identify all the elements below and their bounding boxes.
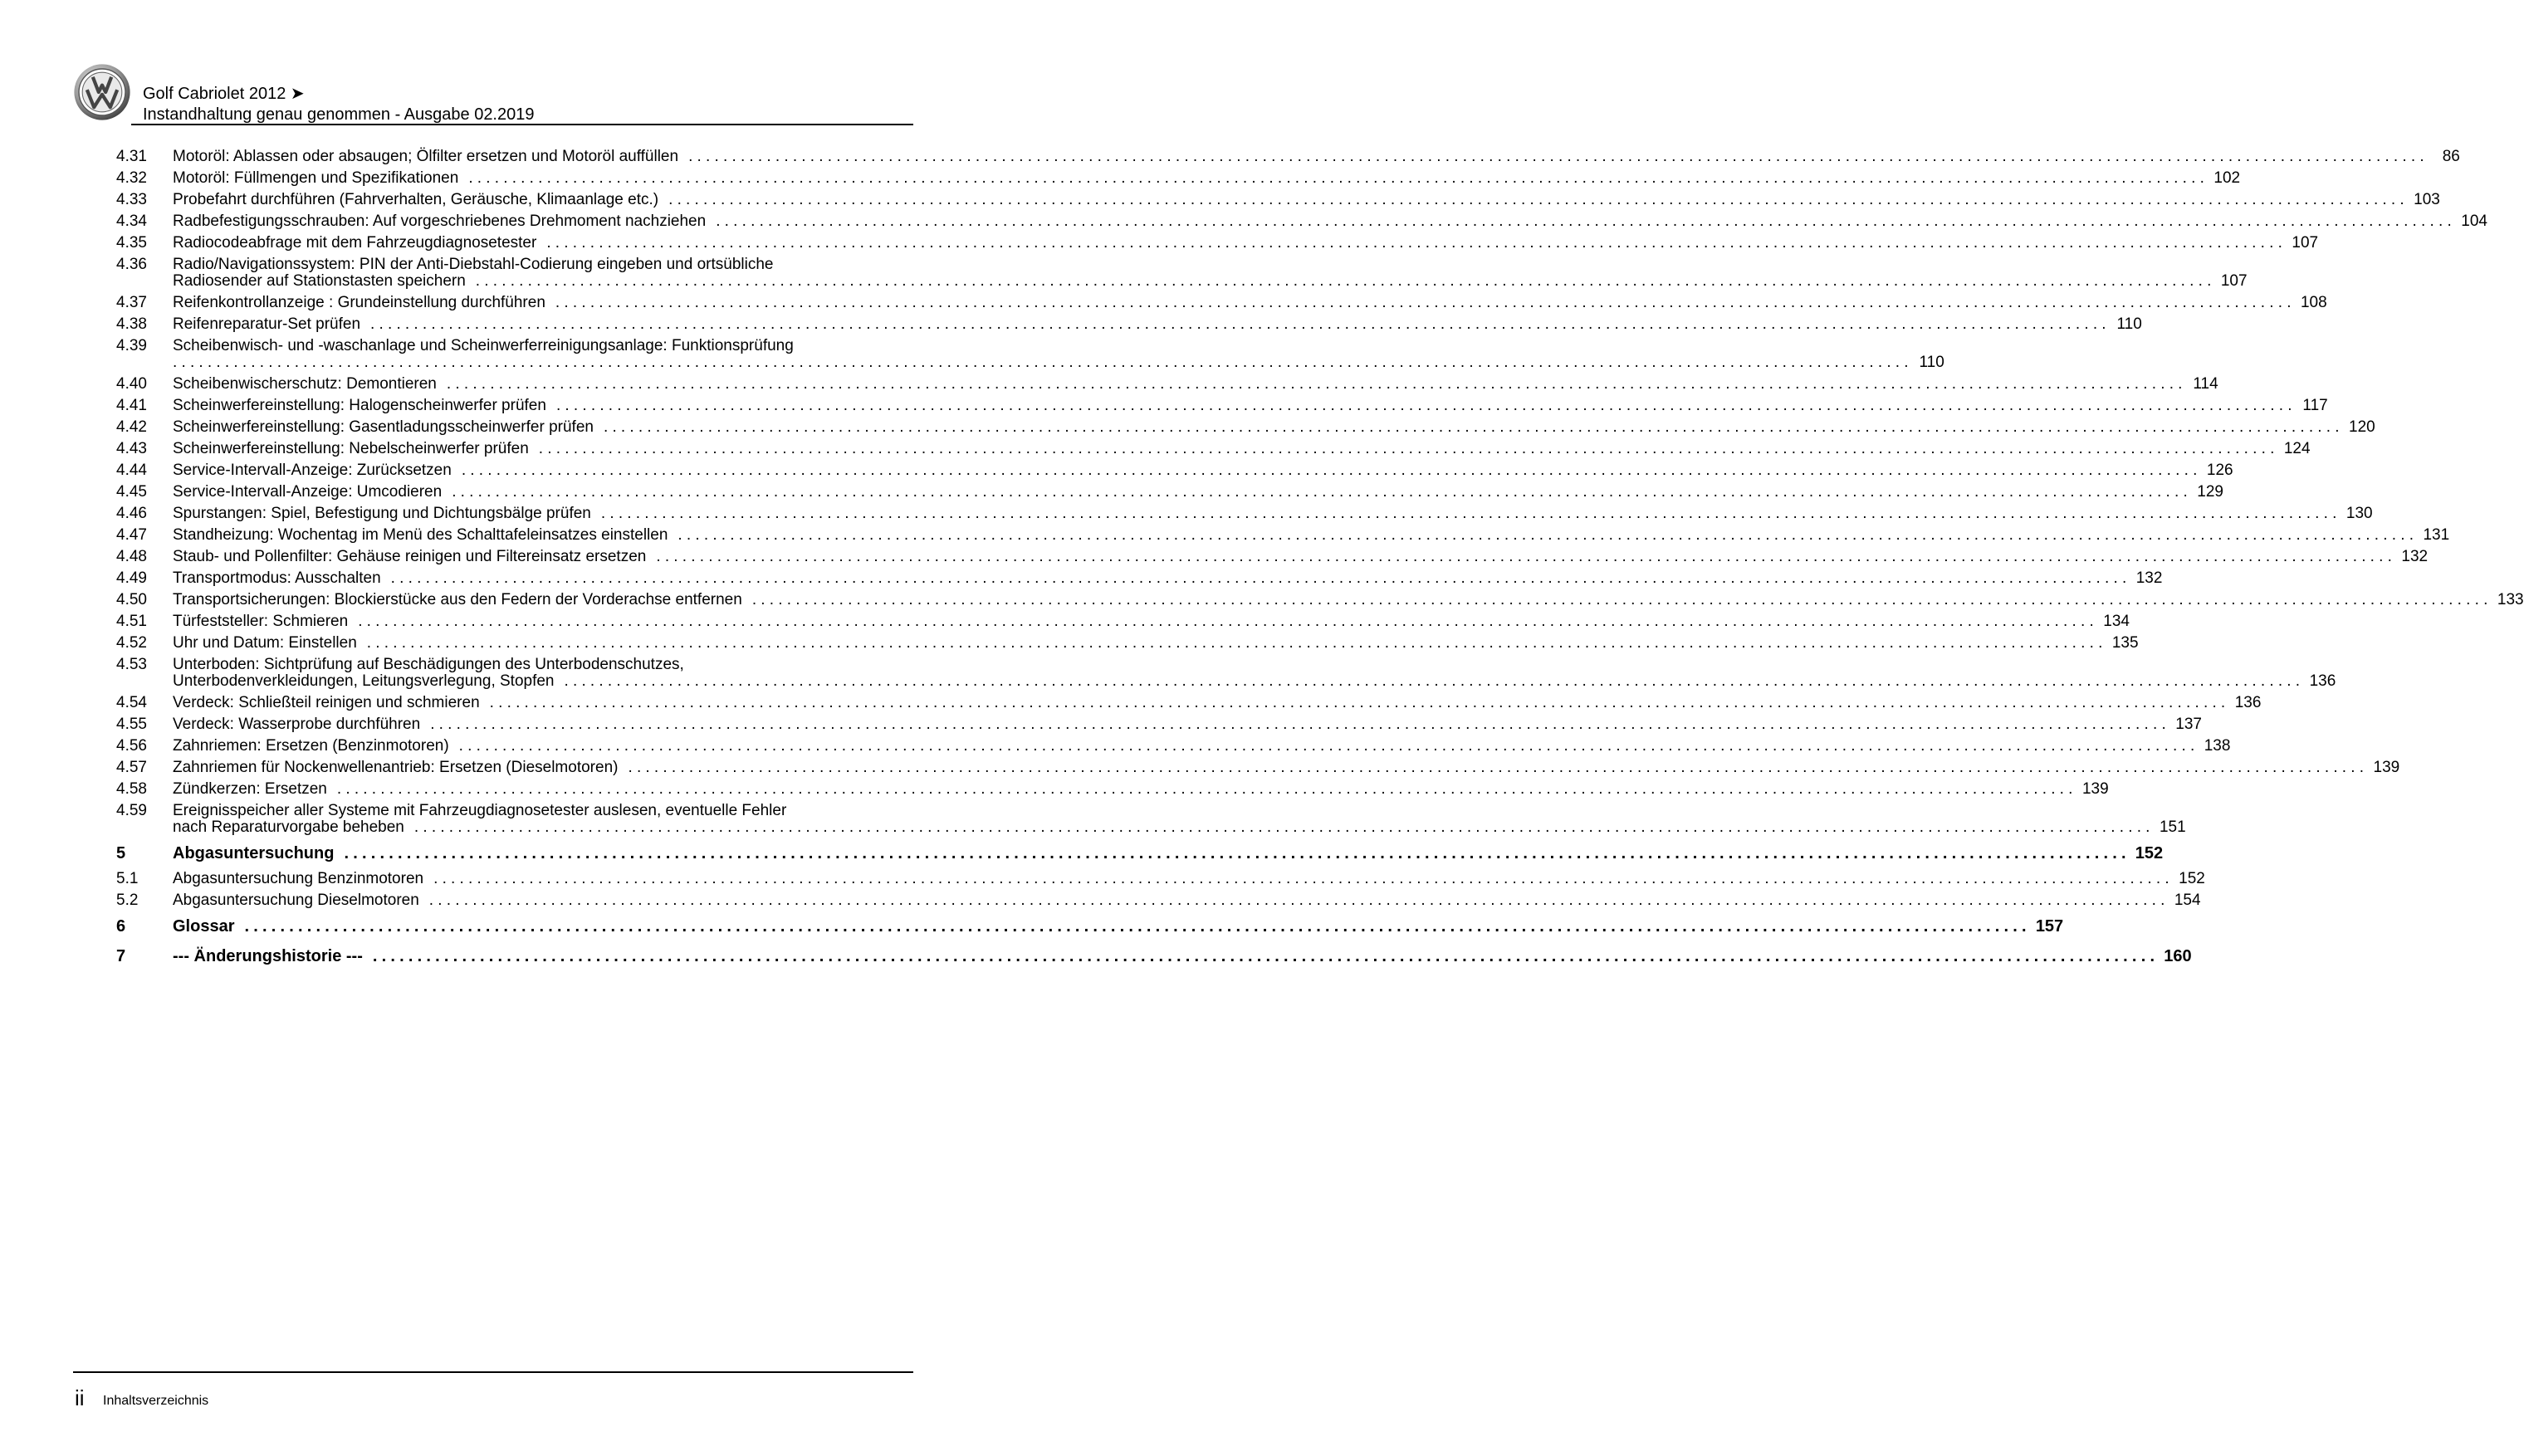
toc-entry-line — [173, 916, 2064, 937]
toc-dot-leader: ........................................................................................................................................................................................................ — [372, 947, 2160, 965]
toc-dot-leader: ........................................................................................................................................................................................................ — [433, 870, 2174, 887]
toc-entry-title: Service-Intervall-Anzeige: Umcodieren — [173, 483, 443, 501]
toc-entry-title-line1: Ereignisspeicher aller Systeme mit Fahrzeugdiagnosetester auslesen, eventuelle Fehler — [173, 802, 787, 819]
toc-entry-line — [173, 890, 2201, 911]
toc-entry-number: 4.48 — [116, 548, 147, 565]
toc-entry-page: 107 — [2292, 234, 2319, 252]
toc-entry-number: 5.1 — [116, 870, 139, 887]
toc-entry-title: Probefahrt durchführen (Fahrverhalten, Geräusche, Klimaanlage etc.) — [173, 191, 659, 208]
toc-entry-line — [173, 352, 1944, 374]
toc-entry-title: Uhr und Datum: Einstellen — [173, 634, 357, 652]
toc-entry-number: 5.2 — [116, 892, 139, 909]
toc-dot-leader: ........................................................................................................................................................................................................ — [446, 375, 2187, 393]
toc-entry-line — [173, 817, 2186, 838]
toc-entry-number: 4.57 — [116, 759, 147, 776]
toc-entry-page: 152 — [2179, 870, 2205, 887]
toc-entry-line — [173, 633, 2139, 654]
toc-entry-line — [173, 417, 2375, 438]
toc-dot-leader: ........................................................................................................................................................................................................ — [716, 213, 2456, 230]
toc-entry-line — [173, 714, 2202, 735]
toc-entry-title: Radiocodeabfrage mit dem Fahrzeugdiagnosetester — [173, 234, 537, 252]
toc-entry-number: 4.43 — [116, 440, 147, 457]
toc-entry-title: Radiosender auf Stationstasten speichern — [173, 272, 466, 290]
toc-entry-line — [173, 314, 2142, 335]
toc-entry-page: 126 — [2206, 462, 2233, 479]
toc-entry-title: Unterbodenverkleidungen, Leitungsverlegung, Stopfen — [173, 672, 555, 690]
toc-dot-leader: ........................................................................................................................................................................................................ — [688, 148, 2429, 165]
toc-entry-page: 135 — [2111, 634, 2139, 652]
toc-entry-line — [173, 271, 2248, 292]
toc-entry-number: 7 — [116, 947, 126, 965]
toc-entry-number: 4.31 — [116, 148, 147, 165]
toc-entry-title: Motoröl: Füllmengen und Spezifikationen — [173, 169, 459, 187]
toc-entry-number: 6 — [116, 917, 126, 936]
toc-entry-number: 4.33 — [116, 191, 147, 208]
toc-entry-number: 4.56 — [116, 737, 147, 755]
toc-entry-title: Radbefestigungsschrauben: Auf vorgeschriebenes Drehmoment nachziehen — [173, 213, 707, 230]
toc-entry-number: 4.59 — [116, 802, 147, 819]
toc-dot-leader: ........................................................................................................................................................................................................ — [458, 737, 2199, 755]
toc-entry-title: Transportsicherungen: Blockierstücke aus den Federn der Vorderachse entfernen — [173, 591, 742, 608]
toc-entry-line — [173, 671, 2336, 692]
toc-entry-title: Türfeststeller: Schmieren — [173, 613, 349, 630]
vw-logo-icon — [73, 63, 131, 121]
toc-dot-leader: ........................................................................................................................................................................................................ — [358, 613, 2098, 630]
toc-entry-number: 4.50 — [116, 591, 147, 608]
toc-dot-leader: ........................................................................................................................................................................................................ — [344, 844, 2130, 862]
toc-entry-page: 134 — [2103, 613, 2130, 630]
toc-entry-number: 4.51 — [116, 613, 147, 630]
toc-entry-title: nach Reparaturvorgabe beheben — [173, 818, 404, 836]
toc-entry-number: 4.45 — [116, 483, 147, 501]
toc-entry-title: --- Änderungshistorie --- — [173, 947, 363, 965]
toc-dot-leader: ........................................................................................................................................................................................................ — [461, 462, 2202, 479]
toc-entry-title-line1: Unterboden: Sichtprüfung auf Beschädigungen des Unterbodenschutzes, — [173, 656, 684, 673]
toc-entry-number: 4.38 — [116, 315, 147, 333]
toc-entry-title: Abgasuntersuchung Benzinmotoren — [173, 870, 424, 887]
toc-entry-line — [173, 395, 2328, 417]
toc-dot-leader: ........................................................................................................................................................................................................ — [538, 440, 2279, 457]
document-title: Golf Cabriolet 2012 ➤ — [143, 85, 305, 103]
toc-entry-title: Verdeck: Schließteil reinigen und schmieren — [173, 694, 480, 711]
toc-entry-title: Reifenkontrollanzeige : Grundeinstellung durchführen — [173, 294, 545, 311]
toc-dot-leader: ........................................................................................................................................................................................................ — [628, 759, 2369, 776]
toc-entry-title: Scheinwerfereinstellung: Halogenscheinwerfer prüfen — [173, 397, 546, 414]
toc-entry-number: 4.32 — [116, 169, 147, 187]
toc-entry-line — [173, 503, 2373, 525]
toc-dot-leader: ........................................................................................................................................................................................................ — [390, 569, 2131, 587]
toc-dot-leader: ........................................................................................................................................................................................................ — [452, 483, 2192, 501]
toc-entry-page: 86 — [2442, 148, 2460, 165]
toc-entry-line — [173, 374, 2218, 395]
toc-entry-line — [173, 292, 2327, 314]
toc-entry-line — [173, 460, 2233, 481]
toc-entry-title: Motoröl: Ablassen oder absaugen; Ölfilter ersetzen und Motoröl auffüllen — [173, 148, 679, 165]
footer-page-number: ii — [75, 1385, 85, 1410]
toc-dot-leader: ........................................................................................................................................................................................................ — [656, 548, 2397, 565]
toc-entry-page: 132 — [2135, 569, 2163, 587]
toc-entry-title: Abgasuntersuchung Dieselmotoren — [173, 892, 419, 909]
toc-entry-line — [173, 189, 2440, 211]
toc-entry-line — [173, 438, 2311, 460]
toc-dot-leader: ........................................................................................................................................................................................................ — [546, 234, 2287, 252]
toc-dot-leader: ........................................................................................................................................................................................................ — [751, 591, 2492, 608]
toc-entry-number: 4.37 — [116, 294, 147, 311]
toc-entry-title: Glossar — [173, 917, 235, 936]
toc-entry-line — [173, 481, 2223, 503]
toc-entry-number: 4.54 — [116, 694, 147, 711]
toc-entry-number: 4.44 — [116, 462, 147, 479]
toc-entry-line — [173, 843, 2164, 864]
toc-dot-leader: ........................................................................................................................................................................................................ — [555, 397, 2297, 414]
footer-section-label: Inhaltsverzeichnis — [103, 1394, 209, 1408]
toc-entry-page: 108 — [2300, 294, 2327, 311]
toc-entry-title: Transportmodus: Ausschalten — [173, 569, 381, 587]
toc-entry-number: 4.42 — [116, 418, 147, 436]
toc-dot-leader: ........................................................................................................................................................................................................ — [173, 354, 1913, 371]
toc-entry-number: 4.58 — [116, 780, 147, 798]
toc-entry-line — [173, 168, 2241, 189]
toc-entry-number: 4.40 — [116, 375, 147, 393]
toc-entry-page: 102 — [2213, 169, 2241, 187]
toc-dot-leader: ........................................................................................................................................................................................................ — [428, 892, 2169, 909]
toc-entry-page: 130 — [2345, 505, 2373, 522]
toc-entry-page: 138 — [2204, 737, 2231, 755]
toc-entry-number: 4.36 — [116, 256, 147, 273]
toc-entry-number: 4.39 — [116, 337, 147, 354]
toc-entry-page: 136 — [2234, 694, 2262, 711]
toc-entry-title: Standheizung: Wochentag im Menü des Schalttafeleinsatzes einstellen — [173, 526, 668, 544]
toc-entry-page: 131 — [2423, 526, 2450, 544]
toc-dot-leader: ........................................................................................................................................................................................................ — [366, 634, 2107, 652]
toc-entry-title-line1: Radio/Navigationssystem: PIN der Anti-Diebstahl-Codierung eingeben und ortsübliche — [173, 256, 774, 273]
toc-entry-line — [173, 735, 2231, 757]
toc-entry-page: 104 — [2461, 213, 2487, 230]
toc-entry-title: Scheinwerfereinstellung: Nebelscheinwerfer prüfen — [173, 440, 529, 457]
toc-entry-page: 114 — [2193, 375, 2218, 393]
toc-entry-page: 120 — [2349, 418, 2375, 436]
toc-entry-number: 4.49 — [116, 569, 147, 587]
toc-entry-line — [173, 568, 2163, 589]
toc-dot-leader: ........................................................................................................................................................................................................ — [370, 315, 2111, 333]
toc-dot-leader: ........................................................................................................................................................................................................ — [564, 672, 2305, 690]
toc-entry-line — [173, 945, 2192, 967]
toc-entry-title: Zahnriemen: Ersetzen (Benzinmotoren) — [173, 737, 449, 755]
toc-entry-line — [173, 232, 2319, 254]
toc-entry-page: 103 — [2414, 191, 2440, 208]
toc-entry-title: Scheinwerfereinstellung: Gasentladungsscheinwerfer prüfen — [173, 418, 594, 436]
toc-entry-page: 117 — [2302, 397, 2328, 414]
toc-entry-number: 4.35 — [116, 234, 147, 252]
toc-entry-number: 4.52 — [116, 634, 147, 652]
toc-dot-leader: ........................................................................................................................................................................................................ — [430, 716, 2170, 733]
toc-entry-line — [173, 692, 2262, 714]
toc-entry-title: Zahnriemen für Nockenwellenantrieb: Ersetzen (Dieselmotoren) — [173, 759, 619, 776]
toc-entry-line — [173, 868, 2205, 890]
toc-entry-page: 107 — [2220, 272, 2248, 290]
toc-entry-number: 4.46 — [116, 505, 147, 522]
toc-entry-line — [173, 589, 2524, 611]
toc-entry-page: 157 — [2035, 917, 2064, 936]
toc-entry-page: 154 — [2174, 892, 2201, 909]
toc-entry-title: Service-Intervall-Anzeige: Zurücksetzen — [173, 462, 452, 479]
toc-entry-line — [173, 611, 2130, 633]
toc-entry-page: 110 — [1919, 354, 1944, 371]
toc-dot-leader: ........................................................................................................................................................................................................ — [413, 818, 2155, 836]
toc-entry-page: 152 — [2135, 844, 2164, 862]
toc-entry-number: 4.55 — [116, 716, 147, 733]
toc-entry-title: Verdeck: Wasserprobe durchführen — [173, 716, 421, 733]
document-subtitle: Instandhaltung genau genommen - Ausgabe 02.2019 — [143, 105, 535, 124]
toc-entry-page: 136 — [2309, 672, 2336, 690]
toc-dot-leader: ........................................................................................................................................................................................................ — [555, 294, 2296, 311]
toc-entry-page: 139 — [2081, 780, 2109, 798]
toc-entry-line — [173, 546, 2429, 568]
toc-entry-number: 4.47 — [116, 526, 147, 544]
toc-entry-title: Staub- und Pollenfilter: Gehäuse reinigen und Filtereinsatz ersetzen — [173, 548, 647, 565]
toc-entry-title: Abgasuntersuchung — [173, 844, 335, 862]
toc-entry-title: Spurstangen: Spiel, Befestigung und Dichtungsbälge prüfen — [173, 505, 591, 522]
toc-entry-number: 5 — [116, 844, 126, 862]
toc-dot-leader: ........................................................................................................................................................................................................ — [603, 418, 2344, 436]
toc-dot-leader: ........................................................................................................................................................................................................ — [489, 694, 2230, 711]
toc-dot-leader: ........................................................................................................................................................................................................ — [468, 169, 2209, 187]
toc-entry-page: 124 — [2283, 440, 2311, 457]
toc-entry-page: 160 — [2164, 947, 2192, 965]
page-header — [0, 0, 1030, 133]
toc-dot-leader: ........................................................................................................................................................................................................ — [677, 526, 2419, 544]
toc-entry-title-line1: Scheibenwisch- und -waschanlage und Scheinwerferreinigungsanlage: Funktionsprüfung — [173, 337, 794, 354]
toc-entry-page: 139 — [2373, 759, 2400, 776]
toc-entry-page: 133 — [2497, 591, 2524, 608]
toc-entry-page: 110 — [2116, 315, 2142, 333]
toc-dot-leader: ........................................................................................................................................................................................................ — [244, 917, 2031, 936]
toc-entry-number: 4.53 — [116, 656, 147, 673]
toc-entry-line — [173, 779, 2109, 800]
toc-entry-page: 137 — [2175, 716, 2202, 733]
toc-dot-leader: ........................................................................................................................................................................................................ — [475, 272, 2216, 290]
toc-entry-page: 151 — [2159, 818, 2186, 836]
toc-entry-line — [173, 146, 2460, 168]
toc-dot-leader: ........................................................................................................................................................................................................ — [336, 780, 2077, 798]
toc-entry-title: Reifenreparatur-Set prüfen — [173, 315, 361, 333]
header-divider — [131, 124, 913, 125]
toc-entry-line — [173, 757, 2400, 779]
toc-entry-page: 129 — [2197, 483, 2223, 501]
toc-entry-title: Scheibenwischerschutz: Demontieren — [173, 375, 437, 393]
toc-entry-title: Zündkerzen: Ersetzen — [173, 780, 327, 798]
toc-entry-number: 4.41 — [116, 397, 147, 414]
toc-dot-leader: ........................................................................................................................................................................................................ — [600, 505, 2341, 522]
toc-entry-number: 4.34 — [116, 213, 147, 230]
footer-divider — [73, 1371, 913, 1373]
toc-entry-line — [173, 211, 2487, 232]
toc-entry-page: 132 — [2401, 548, 2429, 565]
toc-entry-line — [173, 525, 2450, 546]
toc-dot-leader: ........................................................................................................................................................................................................ — [668, 191, 2409, 208]
